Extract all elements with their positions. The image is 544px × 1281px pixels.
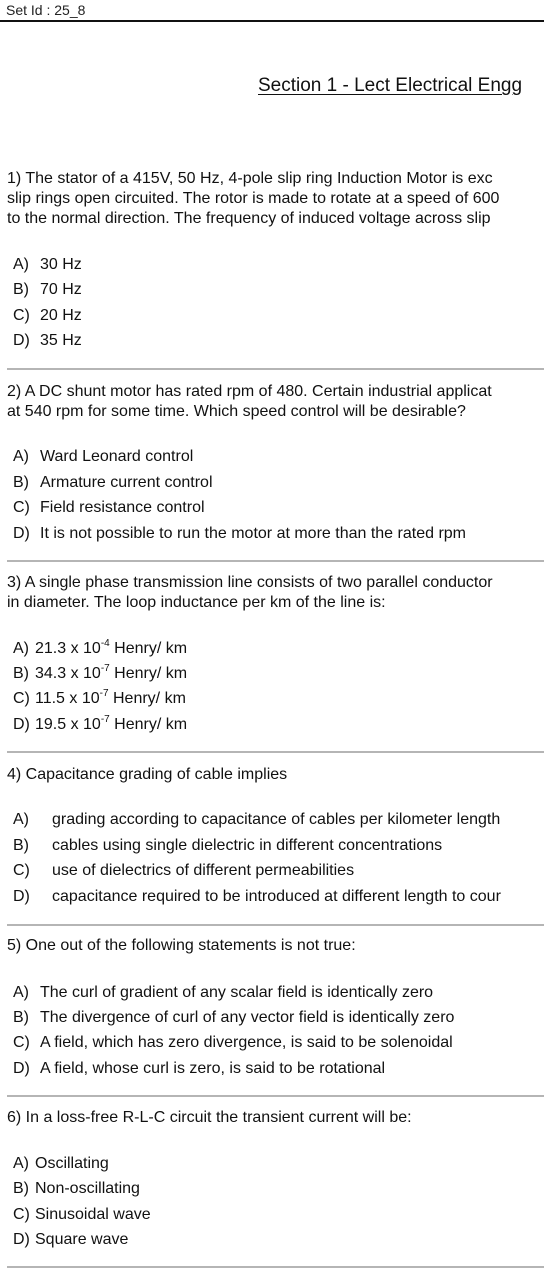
- question-6-text: [7, 1108, 544, 1128]
- option-label: D): [13, 332, 30, 349]
- set-id: Set Id : 25_8: [6, 2, 86, 18]
- question-3-option-b: [13, 664, 187, 684]
- question-divider: [7, 560, 544, 562]
- option-text: 20 Hz: [40, 307, 82, 324]
- option-label: A): [13, 256, 29, 273]
- question-line: 4) Capacitance grading of cable implies: [7, 766, 288, 783]
- option-label: A): [13, 640, 29, 657]
- question-2-option-b: [13, 473, 213, 493]
- option-text: Oscillating: [35, 1155, 109, 1172]
- question-3-option-d: [13, 715, 187, 735]
- question-4-option-b: [13, 836, 442, 856]
- option-label: D): [13, 1231, 30, 1248]
- question-4-text: [7, 765, 544, 785]
- option-exponent: -7: [99, 687, 109, 699]
- question-divider: [7, 1266, 544, 1268]
- question-3-option-a: [13, 639, 187, 659]
- option-label: C): [13, 307, 30, 324]
- question-divider: [7, 368, 544, 370]
- option-text: use of dielectrics of different permeabilities: [52, 862, 355, 879]
- question-5-option-c: [13, 1033, 453, 1053]
- option-unit: Henry/ km: [108, 690, 186, 707]
- question-line: slip rings open circuited. The rotor is made to rotate at a speed of 600: [7, 190, 500, 207]
- question-1-text: [7, 169, 544, 229]
- option-value: 21.3 x 10: [35, 640, 101, 657]
- question-6-option-b: [13, 1179, 140, 1199]
- option-value: 11.5 x 10: [35, 690, 100, 707]
- question-4-option-a: [13, 810, 500, 830]
- question-line: at 540 rpm for some time. Which speed control will be desirable?: [7, 403, 466, 420]
- question-2-option-a: [13, 447, 193, 467]
- option-label: C): [13, 1034, 30, 1051]
- option-text: The curl of gradient of any scalar field is identically zero: [40, 984, 434, 1001]
- option-label: D): [13, 888, 30, 905]
- option-text: Square wave: [35, 1231, 129, 1248]
- option-text: capacitance required to be introduced at different length to cour: [52, 888, 501, 905]
- question-5-option-d: [13, 1059, 385, 1079]
- question-line: in diameter. The loop inductance per km of the line is:: [7, 594, 386, 611]
- option-label: B): [13, 665, 29, 682]
- option-text: 35 Hz: [40, 332, 82, 349]
- question-6-option-d: [13, 1230, 128, 1250]
- option-value: 34.3 x 10: [35, 665, 101, 682]
- question-6-option-c: [13, 1205, 151, 1225]
- question-3-option-c: [13, 689, 186, 709]
- question-line: to the normal direction. The frequency of induced voltage across slip: [7, 210, 491, 227]
- question-2-option-d: [13, 524, 466, 544]
- question-line: 2) A DC shunt motor has rated rpm of 480. Certain industrial applicat: [7, 383, 492, 400]
- question-2-option-c: [13, 498, 205, 518]
- option-text: 30 Hz: [40, 256, 82, 273]
- question-line: 6) In a loss-free R-L-C circuit the transient current will be:: [7, 1109, 412, 1126]
- question-divider: [7, 924, 544, 926]
- option-label: D): [13, 1060, 30, 1077]
- option-label: C): [13, 1206, 30, 1223]
- option-text: Sinusoidal wave: [35, 1206, 151, 1223]
- question-5-option-a: [13, 983, 433, 1003]
- header-divider: [0, 20, 544, 22]
- option-label: C): [13, 499, 30, 516]
- option-label: B): [13, 1180, 29, 1197]
- option-text: Non-oscillating: [35, 1180, 140, 1197]
- option-label: B): [13, 837, 29, 854]
- question-1-option-b: [13, 280, 82, 300]
- section-title: Section 1 - Lect Electrical Engg: [258, 75, 523, 96]
- question-5-text: [7, 936, 544, 956]
- option-text: grading according to capacitance of cables per kilometer length: [52, 811, 501, 828]
- question-4-option-d: [13, 887, 501, 907]
- question-4-option-c: [13, 861, 354, 881]
- question-6-option-a: [13, 1154, 109, 1174]
- option-unit: Henry/ km: [109, 640, 188, 657]
- option-text: The divergence of curl of any vector field is identically zero: [40, 1009, 455, 1026]
- option-label: A): [13, 448, 29, 465]
- option-label: A): [13, 811, 29, 828]
- option-value: 19.5 x 10: [35, 716, 101, 733]
- question-1-option-d: [13, 331, 82, 351]
- question-3-text: [7, 573, 544, 613]
- option-label: A): [13, 984, 29, 1001]
- option-text: Field resistance control: [40, 499, 205, 516]
- option-label: D): [13, 716, 30, 733]
- question-divider: [7, 1095, 544, 1097]
- question-line: 1) The stator of a 415V, 50 Hz, 4-pole slip ring Induction Motor is exc: [7, 170, 493, 187]
- option-text: It is not possible to run the motor at more than the rated rpm: [40, 525, 466, 542]
- option-text: A field, which has zero divergence, is said to be solenoidal: [40, 1034, 453, 1051]
- option-label: C): [13, 862, 30, 879]
- question-1-option-c: [13, 306, 82, 326]
- option-exponent: -4: [100, 637, 110, 649]
- option-label: B): [13, 281, 29, 298]
- option-text: Armature current control: [40, 474, 213, 491]
- option-text: cables using single dielectric in different concentrations: [52, 837, 443, 854]
- question-line: 3) A single phase transmission line consists of two parallel conductor: [7, 574, 493, 591]
- option-label: B): [13, 1009, 29, 1026]
- question-5-option-b: [13, 1008, 454, 1028]
- option-text: A field, whose curl is zero, is said to be rotational: [40, 1060, 386, 1077]
- question-line: 5) One out of the following statements is not true:: [7, 937, 356, 954]
- question-2-text: [7, 382, 544, 422]
- option-label: A): [13, 1155, 29, 1172]
- option-exponent: -7: [100, 713, 110, 725]
- option-unit: Henry/ km: [109, 716, 188, 733]
- question-1-option-a: [13, 255, 82, 275]
- option-label: D): [13, 525, 30, 542]
- option-text: Ward Leonard control: [40, 448, 194, 465]
- option-label: C): [13, 690, 30, 707]
- option-unit: Henry/ km: [109, 665, 188, 682]
- question-divider: [7, 751, 544, 753]
- option-label: B): [13, 474, 29, 491]
- option-exponent: -7: [100, 662, 110, 674]
- option-text: 70 Hz: [40, 281, 82, 298]
